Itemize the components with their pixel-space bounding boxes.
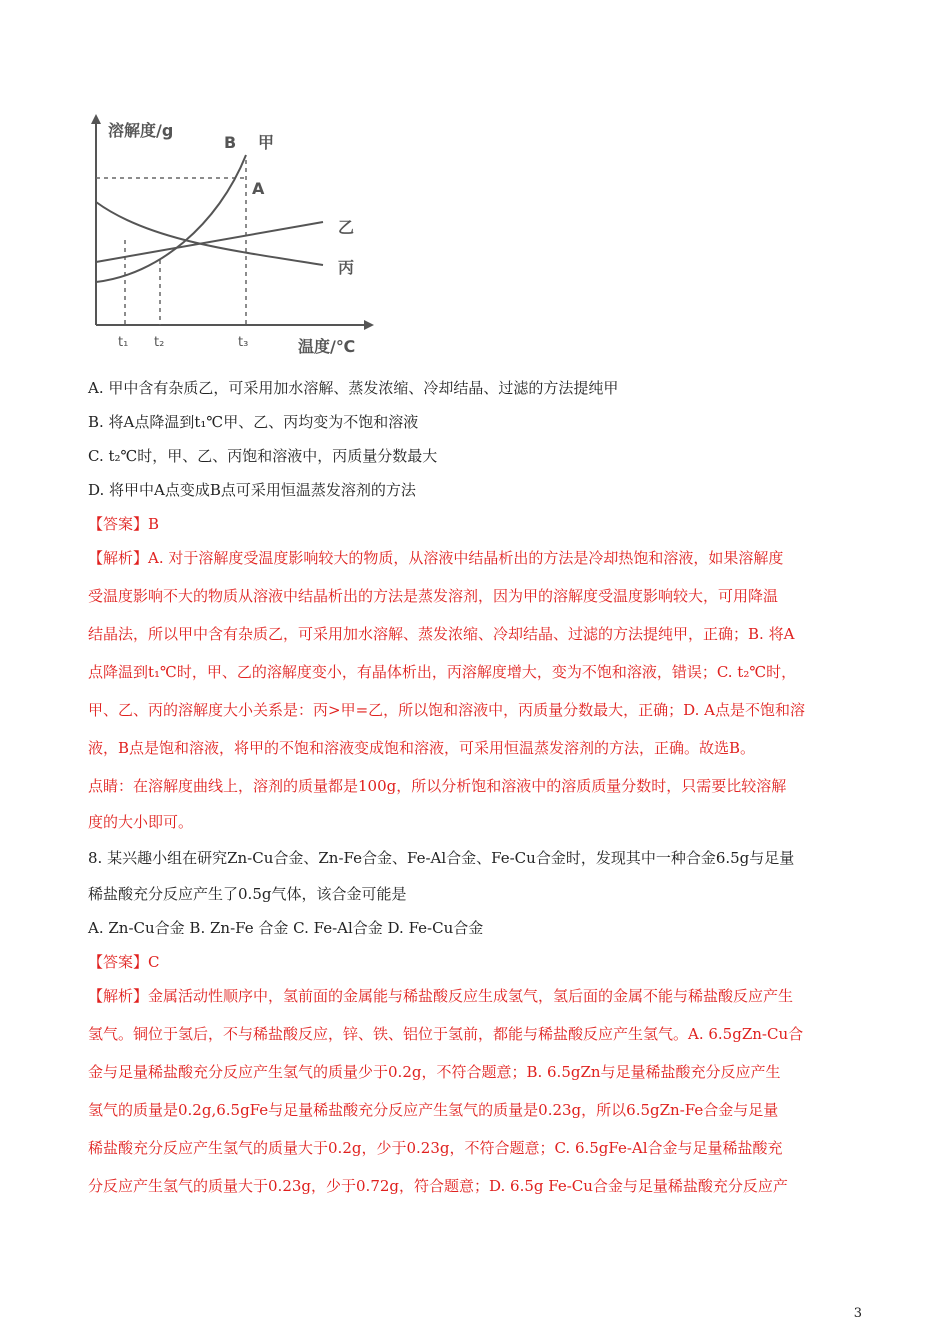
q8-analysis-line: 金与足量稀盐酸充分反应产生氢气的质量少于0.2g，不符合题意；B. 6.5gZn与足量稀盐酸充分反应产生	[88, 1063, 781, 1081]
analysis-label: 【解析】	[88, 549, 149, 567]
q8-analysis-line: 分反应产生氢气的质量大于0.23g，少于0.72g，符合题意；D. 6.5g Fe-Cu合金与足量稀盐酸充分反应产	[88, 1177, 788, 1195]
solubility-figure	[88, 110, 388, 360]
q7-analysis-line: 甲、乙、丙的溶解度大小关系是：丙>甲=乙，所以饱和溶液中，丙质量分数最大，正确；D. A点是不饱和溶	[88, 701, 806, 719]
tick-t2: t₂	[154, 335, 165, 350]
analysis-label: 【解析】	[88, 987, 149, 1005]
tick-t1: t₁	[118, 335, 129, 350]
tick-t3: t₃	[238, 335, 249, 350]
q7-option-b: B. 将A点降温到t₁℃甲、乙、丙均变为不饱和溶液	[88, 413, 419, 431]
q7-option-a: A. 甲中含有杂质乙，可采用加水溶解、蒸发浓缩、冷却结晶、过滤的方法提纯甲	[88, 379, 619, 397]
q8-options: A. Zn-Cu合金 B. Zn-Fe 合金 C. Fe-Al合金 D. Fe-Cu合金	[88, 919, 484, 937]
curve-yi	[96, 222, 323, 262]
q7-analysis-line: 受温度影响不大的物质从溶液中结晶析出的方法是蒸发溶剂，因为甲的溶解度受温度影响较大，可用降温	[88, 587, 779, 605]
q8-answer	[88, 952, 160, 972]
curve-jia	[96, 155, 246, 282]
x-axis-arrow	[364, 320, 374, 330]
q7-option-c: C. t₂℃时，甲、乙、丙饱和溶液中，丙质量分数最大	[88, 447, 438, 465]
analysis-text: A. 对于溶解度受温度影响较大的物质，从溶液中结晶析出的方法是冷却热饱和溶液，如果溶解度	[148, 549, 784, 567]
label-jia: 甲	[258, 133, 275, 152]
q7-analysis-line: 点降温到t₁℃时，甲、乙的溶解度变小，有晶体析出，丙溶解度增大，变为不饱和溶液，错误；C. t₂℃时，	[88, 663, 797, 681]
page-number: 3	[853, 1306, 862, 1321]
answer-label: 【答案】	[88, 953, 149, 971]
label-bing: 丙	[338, 258, 355, 277]
label-yi: 乙	[338, 218, 355, 237]
label-B: B	[224, 133, 237, 152]
y-axis-label: 溶解度/g	[108, 121, 174, 140]
q8-analysis-line: 氢气。铜位于氢后，不与稀盐酸反应，锌、铁、铝位于氢前，都能与稀盐酸反应产生氢气。A. 6.5gZn-Cu合	[88, 1025, 804, 1043]
q7-analysis-line: 结晶法，所以甲中含有杂质乙，可采用加水溶解、蒸发浓缩、冷却结晶、过滤的方法提纯甲，正确；B. 将A	[88, 625, 795, 643]
q7-option-d: D. 将甲中A点变成B点可采用恒温蒸发溶剂的方法	[88, 481, 416, 499]
q7-answer	[88, 514, 159, 534]
q7-analysis-line	[88, 548, 783, 568]
answer-value: B	[148, 515, 160, 533]
q8-stem: 8. 某兴趣小组在研究Zn-Cu合金、Zn-Fe合金、Fe-Al合金、Fe-Cu合金时，发现其中一种合金6.5g与足量	[88, 849, 795, 867]
q8-analysis-line: 氢气的质量是0.2g,6.5gFe与足量稀盐酸充分反应产生氢气的质量是0.23g，所以6.5gZn-Fe合金与足量	[88, 1101, 779, 1119]
y-axis-arrow	[91, 114, 101, 124]
analysis-text: 金属活动性顺序中，氢前面的金属能与稀盐酸反应生成氢气，氢后面的金属不能与稀盐酸反应产生	[148, 987, 794, 1005]
label-A: A	[252, 179, 265, 198]
answer-value: C	[148, 953, 160, 971]
q8-stem: 稀盐酸充分反应产生了0.5g气体，该合金可能是	[88, 885, 407, 903]
q7-tip-line: 度的大小即可。	[88, 813, 194, 831]
solubility-chart	[88, 110, 388, 360]
q7-analysis-line: 液，B点是饱和溶液，将甲的不饱和溶液变成饱和溶液，可采用恒温蒸发溶剂的方法，正确。故选B。	[88, 739, 756, 757]
q7-tip-line: 点睛：在溶解度曲线上，溶剂的质量都是100g，所以分析饱和溶液中的溶质质量分数时，只需要比较溶解	[88, 777, 787, 795]
answer-label: 【答案】	[88, 515, 149, 533]
q8-analysis-line	[88, 986, 793, 1006]
x-axis-label: 温度/℃	[298, 337, 356, 356]
q8-analysis-line: 稀盐酸充分反应产生氢气的质量大于0.2g，少于0.23g，不符合题意；C. 6.5gFe-Al合金与足量稀盐酸充	[88, 1139, 783, 1157]
